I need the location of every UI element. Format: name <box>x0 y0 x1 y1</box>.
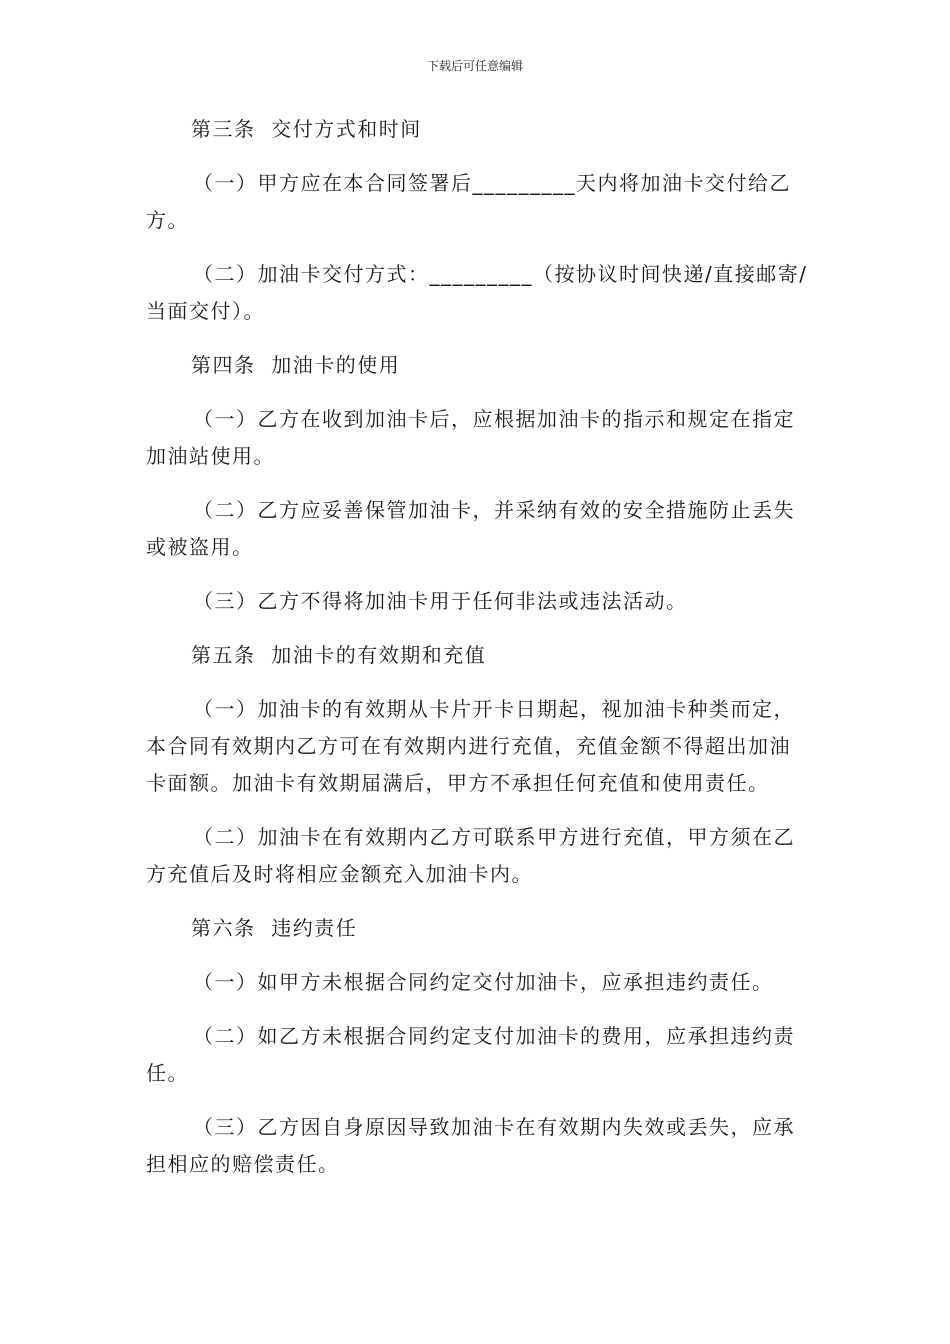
article-5-clause-1: （一）加油卡的有效期从卡片开卡日期起，视加油卡种类而定，本合同有效期内乙方可在有效期内进行充值，充值金额不得超出加油卡面额。加油卡有效期届满后，甲方不承担任何充值和使用责任。 <box>146 697 795 795</box>
article-5-heading: 第五条 加油卡的有效期和充值 <box>191 643 487 667</box>
article-6-clause-1: （一）如甲方未根据合同约定交付加油卡，应承担违约责任。 <box>193 970 774 994</box>
article-3-clause-1: （一）甲方应在本合同签署后_________天内将加油卡交付给乙方。 <box>146 171 791 232</box>
article-6-heading: 第六条 违约责任 <box>191 916 358 940</box>
article-6-clause-3: （三）乙方因自身原因导致加油卡在有效期内失效或丢失，应承担相应的赔偿责任。 <box>146 1115 795 1176</box>
article-4-clause-2: （二）乙方应妥善保管加油卡，并采纳有效的安全措施防止丢失或被盗用。 <box>146 498 795 559</box>
article-6-clause-2: （二）如乙方未根据合同约定支付加油卡的费用，应承担违约责任。 <box>146 1024 795 1085</box>
article-5-clause-2: （二）加油卡在有效期内乙方可联系甲方进行充值，甲方须在乙方充值后及时将相应金额充入加油卡内。 <box>146 825 795 886</box>
page-header-note: 下载后可任意编辑 <box>426 59 523 73</box>
article-4-clause-1: （一）乙方在收到加油卡后，应根据加油卡的指示和规定在指定加油站使用。 <box>146 407 795 468</box>
article-3-heading: 第三条 交付方式和时间 <box>191 117 422 141</box>
article-4-clause-3: （三）乙方不得将加油卡用于任何非法或违法活动。 <box>193 589 688 613</box>
contract-body <box>146 111 810 1200</box>
article-3-clause-2: （二）加油卡交付方式：_________（按协议时间快递/直接邮寄/当面交付）。 <box>146 262 808 323</box>
article-4-heading: 第四条 加油卡的使用 <box>191 353 401 377</box>
